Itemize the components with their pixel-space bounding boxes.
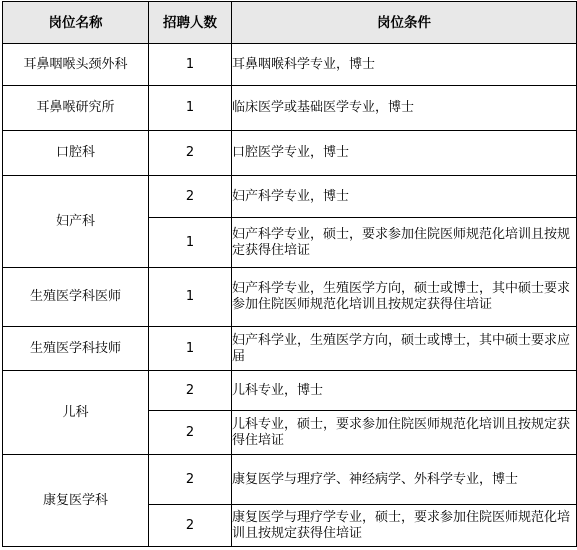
recruit-count: 2 [149,371,232,411]
header-recruit-count: 招聘人数 [149,2,232,44]
recruit-count: 1 [149,268,232,327]
table-row [3,455,577,505]
table-row [3,371,577,411]
recruit-count: 1 [149,218,232,268]
recruit-count: 2 [149,411,232,455]
position-conditions: 妇产科学专业，生殖医学方向，硕士或博士，其中硕士要求参加住院医师规范化培训且按规定获得住培证 [232,268,577,327]
table-row [3,86,577,131]
header-position-conditions: 岗位条件 [232,2,577,44]
table-row [3,268,577,327]
position-name: 生殖医学科医师 [3,268,149,327]
table-row [3,176,577,218]
recruit-count: 2 [149,505,232,547]
recruit-count: 2 [149,176,232,218]
recruit-count: 2 [149,131,232,176]
position-conditions: 儿科专业，博士 [232,371,577,411]
recruitment-table [2,1,577,547]
position-conditions: 口腔医学专业，博士 [232,131,577,176]
table-header-row [3,2,577,44]
position-name: 耳鼻喉研究所 [3,86,149,131]
recruit-count: 1 [149,44,232,86]
header-position-name: 岗位名称 [3,2,149,44]
table-row [3,44,577,86]
position-conditions: 临床医学或基础医学专业，博士 [232,86,577,131]
position-conditions: 耳鼻咽喉科学专业，博士 [232,44,577,86]
position-name: 妇产科 [3,176,149,268]
recruit-count: 1 [149,327,232,371]
position-conditions: 儿科专业，硕士，要求参加住院医师规范化培训且按规定获得住培证 [232,411,577,455]
position-conditions: 妇产科学专业，博士 [232,176,577,218]
position-conditions: 康复医学与理疗学、神经病学、外科学专业，博士 [232,455,577,505]
recruit-count: 2 [149,455,232,505]
table-row [3,131,577,176]
position-conditions: 妇产科学业，生殖医学方向，硕士或博士，其中硕士要求应届 [232,327,577,371]
position-name: 生殖医学科技师 [3,327,149,371]
recruit-count: 1 [149,86,232,131]
position-conditions: 妇产科学专业，硕士，要求参加住院医师规范化培训且按规定获得住培证 [232,218,577,268]
position-name: 口腔科 [3,131,149,176]
position-name: 耳鼻咽喉头颈外科 [3,44,149,86]
table-row [3,327,577,371]
position-name: 康复医学科 [3,455,149,547]
position-name: 儿科 [3,371,149,455]
position-conditions: 康复医学与理疗学专业，硕士，要求参加住院医师规范化培训且按规定获得住培证 [232,505,577,547]
